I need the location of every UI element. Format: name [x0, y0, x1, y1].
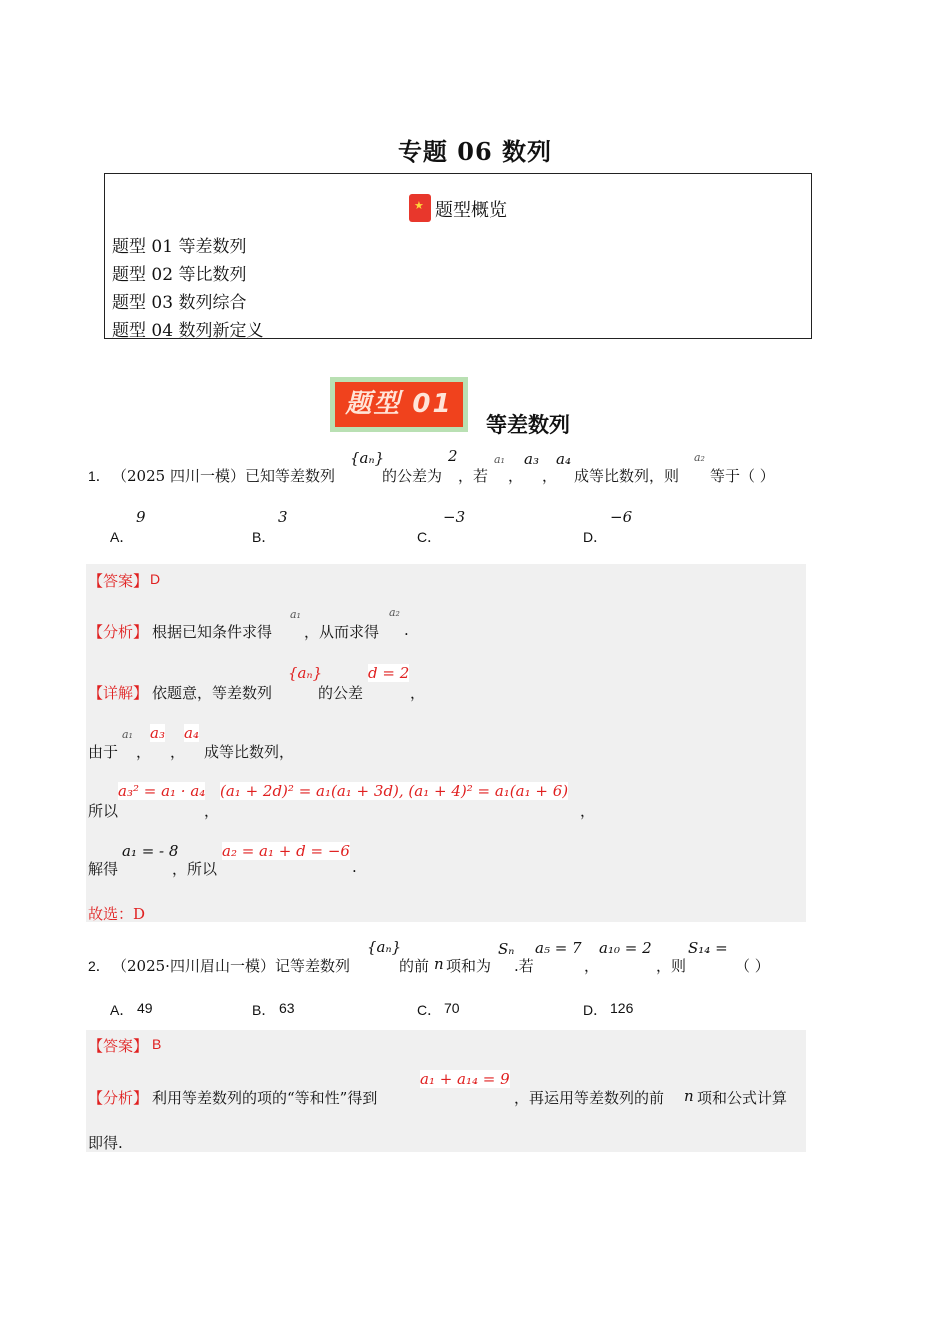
q1-text: ，: [508, 467, 524, 485]
analysis-text: ，从而求得: [304, 623, 380, 641]
q2-text: 项和为: [446, 957, 492, 975]
detail-text: ，: [410, 684, 426, 702]
detail-text: 依题意，等差数列: [152, 684, 273, 702]
q2-choice-label: D．: [583, 1002, 608, 1018]
section-title: 等差数列: [486, 412, 570, 437]
q1-source: （2025 四川一模）已知等差数列: [112, 467, 335, 485]
q2-text: ，: [584, 957, 600, 975]
detail-text: 成等比数列，: [204, 743, 295, 761]
q1-choice-label: D．: [583, 529, 608, 545]
detail-a3: a₃: [150, 724, 165, 742]
q2-choice-value: 63: [279, 1000, 295, 1016]
q1-number: 1．: [88, 468, 110, 484]
q2-seq: {aₙ}: [367, 938, 402, 956]
q2-choice-value: 126: [610, 1000, 634, 1016]
toc-heading: ★题型概览: [105, 194, 811, 222]
detail-text: ，所以: [172, 860, 218, 878]
detail-a1: a₁: [122, 728, 133, 741]
analysis-eq: a₁ + a₁₄ = 9: [420, 1070, 510, 1088]
q2-choice-value: 70: [444, 1000, 460, 1016]
q2-sn: Sₙ: [498, 940, 515, 958]
detail-d: d = 2: [368, 664, 410, 682]
toc-item: 题型 02 等比数列: [112, 265, 247, 285]
q1-choice-value: 3: [278, 508, 288, 526]
q1-text: 的公差为: [382, 467, 443, 485]
q1-choice-value: −6: [610, 508, 633, 526]
q1-seq: {aₙ}: [350, 449, 385, 467]
analysis-text: 根据已知条件求得: [152, 623, 273, 641]
analysis-text: ，再运用等差数列的前: [514, 1089, 665, 1107]
detail-text: 由于: [88, 743, 119, 761]
detail-text: 所以: [88, 802, 119, 820]
analysis-text: .: [404, 621, 409, 639]
final-choice: 故选：D: [88, 905, 146, 923]
toc-item: 题型 03 数列综合: [112, 293, 247, 313]
q1-text: ，若: [458, 467, 489, 485]
q1-choice-label: C．: [417, 529, 442, 545]
detail-eq1: a₃² = a₁ · a₄: [118, 782, 206, 800]
type-banner-text: 题型 01: [335, 382, 463, 427]
detail-text: .: [352, 858, 357, 876]
toc-item: 题型 01 等差数列: [112, 237, 247, 257]
q1-a4: a₄: [556, 450, 571, 468]
q2-choice-label: A．: [110, 1002, 134, 1018]
answer-tag: 【答案】: [88, 572, 149, 590]
q1-d: 2: [448, 447, 458, 465]
q2-number: 2．: [88, 958, 110, 974]
answer-value: D: [150, 571, 161, 587]
analysis-n: n: [684, 1087, 694, 1105]
q2-choice-label: B．: [252, 1002, 276, 1018]
detail-text: ，: [204, 802, 220, 820]
q1-choice-label: A．: [110, 529, 134, 545]
q1-a2: a₂: [694, 451, 705, 464]
topic-overview-box: [104, 173, 812, 339]
detail-a1-value: a₁ = - 8: [122, 842, 179, 860]
q2-text: （ ）: [735, 957, 770, 975]
detail-text: 解得: [88, 860, 119, 878]
q1-choice-label: B．: [252, 529, 276, 545]
q2-text: .若: [514, 957, 534, 975]
q2-s14: S₁₄ =: [688, 939, 728, 957]
analysis-tag: 【分析】: [88, 1089, 149, 1107]
q2-a10: a₁₀ = 2: [599, 939, 652, 957]
analysis-a1: a₁: [290, 608, 301, 621]
q1-text: 成等比数列，则: [574, 467, 680, 485]
analysis-text: 利用等差数列的项的“等和性”得到: [152, 1089, 378, 1107]
detail-a4: a₄: [184, 724, 199, 742]
book-icon: [409, 194, 431, 222]
q2-text: 的前: [399, 957, 430, 975]
q1-a3: a₃: [524, 450, 539, 468]
q1-text: 等于（ ）: [710, 467, 775, 485]
detail-eq3: a₂ = a₁ + d = −6: [222, 842, 350, 860]
page-title: 专题 06 数列: [397, 137, 553, 166]
type-banner: [330, 377, 468, 432]
toc-item: 题型 04 数列新定义: [112, 321, 264, 341]
q1-a1: a₁: [494, 453, 505, 466]
detail-eq2: (a₁ + 2d)² = a₁(a₁ + 3d), (a₁ + 4)² = a₁(a₁ + 6): [220, 782, 569, 800]
detail-text: ，: [580, 802, 596, 820]
q1-text: ，: [542, 467, 558, 485]
answer-value: B: [152, 1036, 162, 1052]
q2-n: n: [434, 955, 444, 973]
q1-choice-value: 9: [136, 508, 146, 526]
detail-tag: 【详解】: [88, 684, 149, 702]
analysis-a2: a₂: [389, 606, 400, 619]
detail-text: ，: [170, 743, 186, 761]
q2-text: ，则: [656, 957, 687, 975]
analysis-text: 项和公式计算: [697, 1089, 788, 1107]
q2-choice-label: C．: [417, 1002, 442, 1018]
q2-choice-value: 49: [137, 1000, 153, 1016]
detail-text: 的公差: [318, 684, 364, 702]
answer-tag: 【答案】: [88, 1037, 149, 1055]
analysis-tag: 【分析】: [88, 623, 149, 641]
q1-choice-value: −3: [443, 508, 466, 526]
detail-seq: {aₙ}: [288, 664, 323, 682]
q2-a5: a₅ = 7: [535, 939, 582, 957]
q2-source: （2025·四川眉山一模）记等差数列: [112, 957, 350, 975]
analysis-text: 即得.: [88, 1134, 123, 1152]
detail-text: ，: [136, 743, 152, 761]
